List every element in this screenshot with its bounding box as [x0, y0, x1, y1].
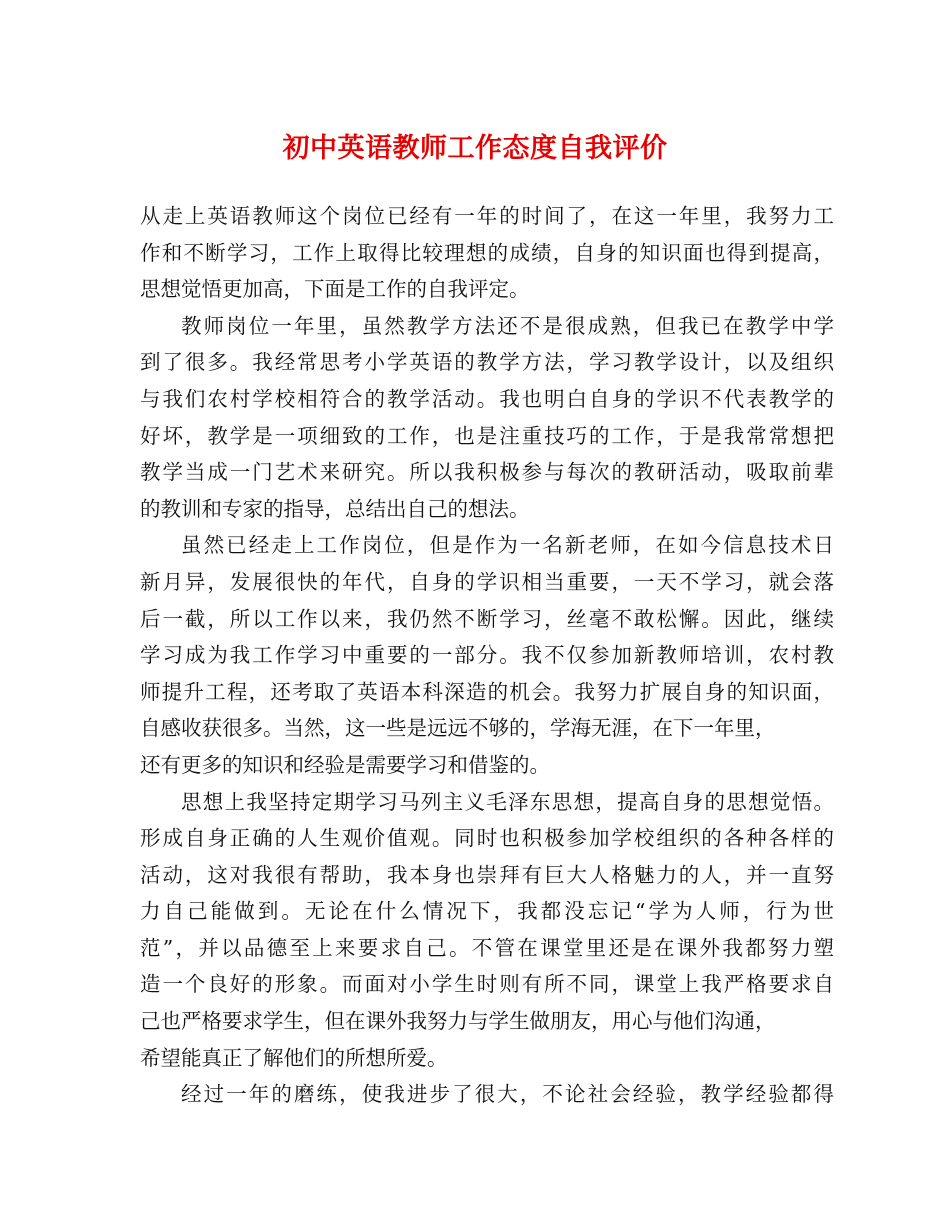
paragraph-line: 作和不断学习，工作上取得比较理想的成绩，自身的知识面也得到提高， [140, 240, 834, 265]
document-title: 初中英语教师工作态度自我评价 [282, 133, 668, 164]
paragraph-line: 思想上我坚持定期学习马列主义毛泽东思想，提高自身的思想觉悟。 [181, 789, 834, 814]
paragraph-line: 从走上英语教师这个岗位已经有一年的时间了，在这一年里，我努力工 [140, 204, 834, 228]
paragraph-4 [140, 784, 834, 1077]
paragraph-line: 形成自身正确的人生观价值观。同时也积极参加学校组织的各种各样的 [140, 826, 834, 851]
paragraph-line: 教师岗位一年里，虽然教学方法还不是很成熟，但我已在教学中学 [181, 313, 834, 338]
paragraph-2 [140, 308, 834, 528]
paragraph-line: 造一个良好的形象。而面对小学生时则有所不同，课堂上我严格要求自 [140, 972, 834, 997]
paragraph-line: 范”，并以品德至上来要求自己。不管在课堂里还是在课外我都努力塑 [140, 935, 834, 960]
paragraph-line: 虽然已经走上工作岗位，但是作为一名新老师，在如今信息技术日 [181, 533, 834, 558]
paragraph-line: 到了很多。我经常思考小学英语的教学方法，学习教学设计，以及组织 [140, 350, 834, 375]
document-body [140, 198, 834, 1113]
paragraph-line: 学习成为我工作学习中重要的一部分。我不仅参加新教师培训，农村教 [140, 643, 834, 668]
paragraph-line: 后一截，所以工作以来，我仍然不断学习，丝毫不敢松懈。因此，继续 [140, 606, 834, 631]
paragraph-line: 自感收获很多。当然，这一些是远远不够的，学海无涯，在下一年里， [140, 716, 776, 741]
paragraph-line: 的教训和专家的指导，总结出自己的想法。 [140, 496, 530, 521]
paragraph-line: 与我们农村学校相符合的教学活动。我也明白自身的学识不代表教学的 [140, 386, 834, 411]
paragraph-line: 师提升工程，还考取了英语本科深造的机会。我努力扩展自身的知识面， [140, 679, 834, 704]
paragraph-line: 思想觉悟更加高，下面是工作的自我评定。 [140, 277, 530, 302]
paragraph-line: 力自己能做到。无论在什么情况下，我都没忘记“学为人师，行为世 [140, 899, 834, 924]
paragraph-line: 教学当成一门艺术来研究。所以我积极参与每次的教研活动，吸取前辈 [140, 460, 834, 485]
paragraph-line: 希望能真正了解他们的所想所爱。 [140, 1045, 448, 1070]
paragraph-line: 还有更多的知识和经验是需要学习和借鉴的。 [140, 752, 550, 777]
paragraph-3 [140, 527, 834, 783]
paragraph-line: 己也严格要求学生，但在课外我努力与学生做朋友，用心与他们沟通， [140, 1009, 776, 1034]
paragraph-5 [140, 1076, 834, 1113]
paragraph-line: 经过一年的磨练，使我进步了很大，不论社会经验，教学经验都得 [181, 1082, 834, 1107]
paragraph-line: 新月异，发展很快的年代，自身的学识相当重要，一天不学习，就会落 [140, 569, 834, 594]
paragraph-1 [140, 198, 834, 308]
paragraph-line: 好坏，教学是一项细致的工作，也是注重技巧的工作，于是我常常想把 [140, 423, 834, 448]
paragraph-line: 活动，这对我很有帮助，我本身也崇拜有巨大人格魅力的人，并一直努 [140, 862, 834, 887]
